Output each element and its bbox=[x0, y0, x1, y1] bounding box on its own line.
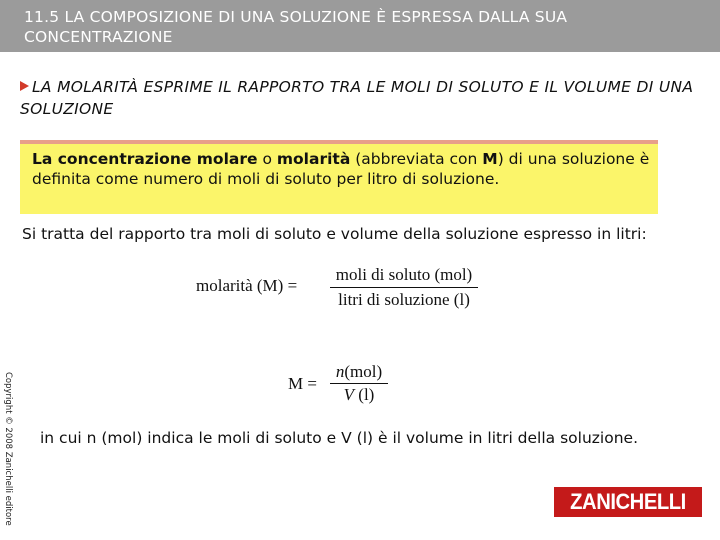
formula2-numerator-unit: (mol) bbox=[344, 362, 383, 381]
paragraph: Si tratta del rapporto tra moli di soluto e volume della soluzione espresso in litri: bbox=[22, 225, 647, 243]
definition-part2: ) di una soluzione è definita come numero di moli di soluto per litro di soluzione. bbox=[32, 150, 650, 188]
formula2-lhs: M = bbox=[288, 374, 317, 393]
explanation-note: in cui n (mol) indica le moli di soluto e V (l) è il volume in litri della soluzione. bbox=[40, 429, 638, 447]
section-number: 11.5 bbox=[24, 8, 60, 26]
formula1-denominator: litri di soluzione (l) bbox=[338, 290, 470, 309]
copyright-text: Copyright © 2008 Zanichelli editore bbox=[3, 372, 13, 526]
term-concentrazione-molare: La concentrazione molare bbox=[32, 150, 258, 168]
slide-title bbox=[24, 7, 704, 47]
publisher-logo bbox=[554, 487, 702, 517]
definition-part1: (abbreviata con bbox=[355, 150, 478, 168]
subheading-text: LA MOLARITÀ ESPRIME IL RAPPORTO TRA LE MOLI DI SOLUTO E IL VOLUME DI UNA SOLUZIONE bbox=[20, 78, 694, 118]
formula1-lhs: molarità (M) = bbox=[196, 276, 298, 295]
copyright-notice bbox=[3, 372, 15, 526]
term-connector: o bbox=[262, 150, 272, 168]
logo-text: ZANICHELLI bbox=[570, 489, 686, 514]
definition-box bbox=[20, 140, 658, 214]
formula1-numerator: moli di soluto (mol) bbox=[335, 265, 473, 284]
formula2-numerator-var: n bbox=[335, 362, 345, 381]
title-bar bbox=[0, 0, 720, 52]
formula2-numerator bbox=[330, 362, 388, 382]
formula-m bbox=[288, 362, 418, 408]
formula2-denominator-unit: (l) bbox=[358, 385, 375, 404]
formula1-fraction bbox=[330, 264, 478, 311]
definition-text bbox=[32, 149, 652, 189]
fraction-bar bbox=[330, 287, 478, 288]
formula2-denominator-var: V bbox=[343, 385, 355, 404]
formula2-denominator bbox=[330, 385, 388, 405]
term-molarita: molarità bbox=[276, 150, 351, 168]
formula-molarita bbox=[196, 262, 496, 312]
formula2-fraction bbox=[330, 362, 388, 405]
symbol-m: M bbox=[482, 150, 498, 168]
subheading bbox=[20, 76, 710, 120]
section-title: LA COMPOSIZIONE DI UNA SOLUZIONE È ESPRESSA DALLA SUA CONCENTRAZIONE bbox=[24, 8, 568, 46]
fraction-bar bbox=[330, 383, 388, 384]
bullet-arrow-icon bbox=[20, 81, 29, 91]
